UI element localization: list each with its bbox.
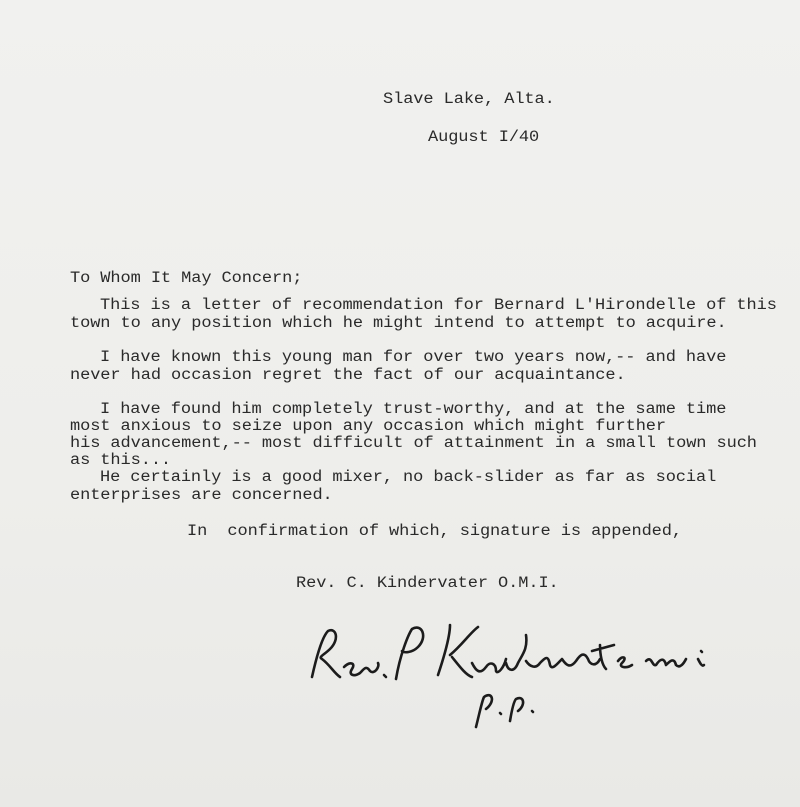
salutation: To Whom It May Concern; [70, 270, 303, 288]
paragraph-line: I have found him completely trust-worthy, and at the same time [100, 401, 727, 419]
paragraph-line: This is a letter of recommendation for Bernard L'Hirondelle of this [100, 297, 777, 315]
paragraph-line: his advancement,-- most difficult of attainment in a small town such [70, 435, 757, 453]
paragraph-line: He certainly is a good mixer, no back-slider as far as social [100, 469, 717, 487]
paragraph-line: as this... [70, 452, 172, 470]
paragraph-line: I have known this young man for over two years now,-- and have [100, 349, 727, 367]
paragraph-line: most anxious to seize upon any occasion which might further [70, 418, 666, 436]
paragraph-line: enterprises are concerned. [70, 487, 333, 505]
closing-line: In confirmation of which, signature is appended, [187, 523, 682, 541]
letter-date: August I/40 [428, 129, 540, 147]
paragraph-line: town to any position which he might intend to attempt to acquire. [70, 315, 727, 333]
typed-signature: Rev. C. Kindervater O.M.I. [296, 575, 559, 593]
letter-place: Slave Lake, Alta. [383, 91, 555, 109]
paragraph-line: never had occasion regret the fact of our acquaintance. [70, 367, 626, 385]
handwritten-signature [300, 615, 740, 735]
